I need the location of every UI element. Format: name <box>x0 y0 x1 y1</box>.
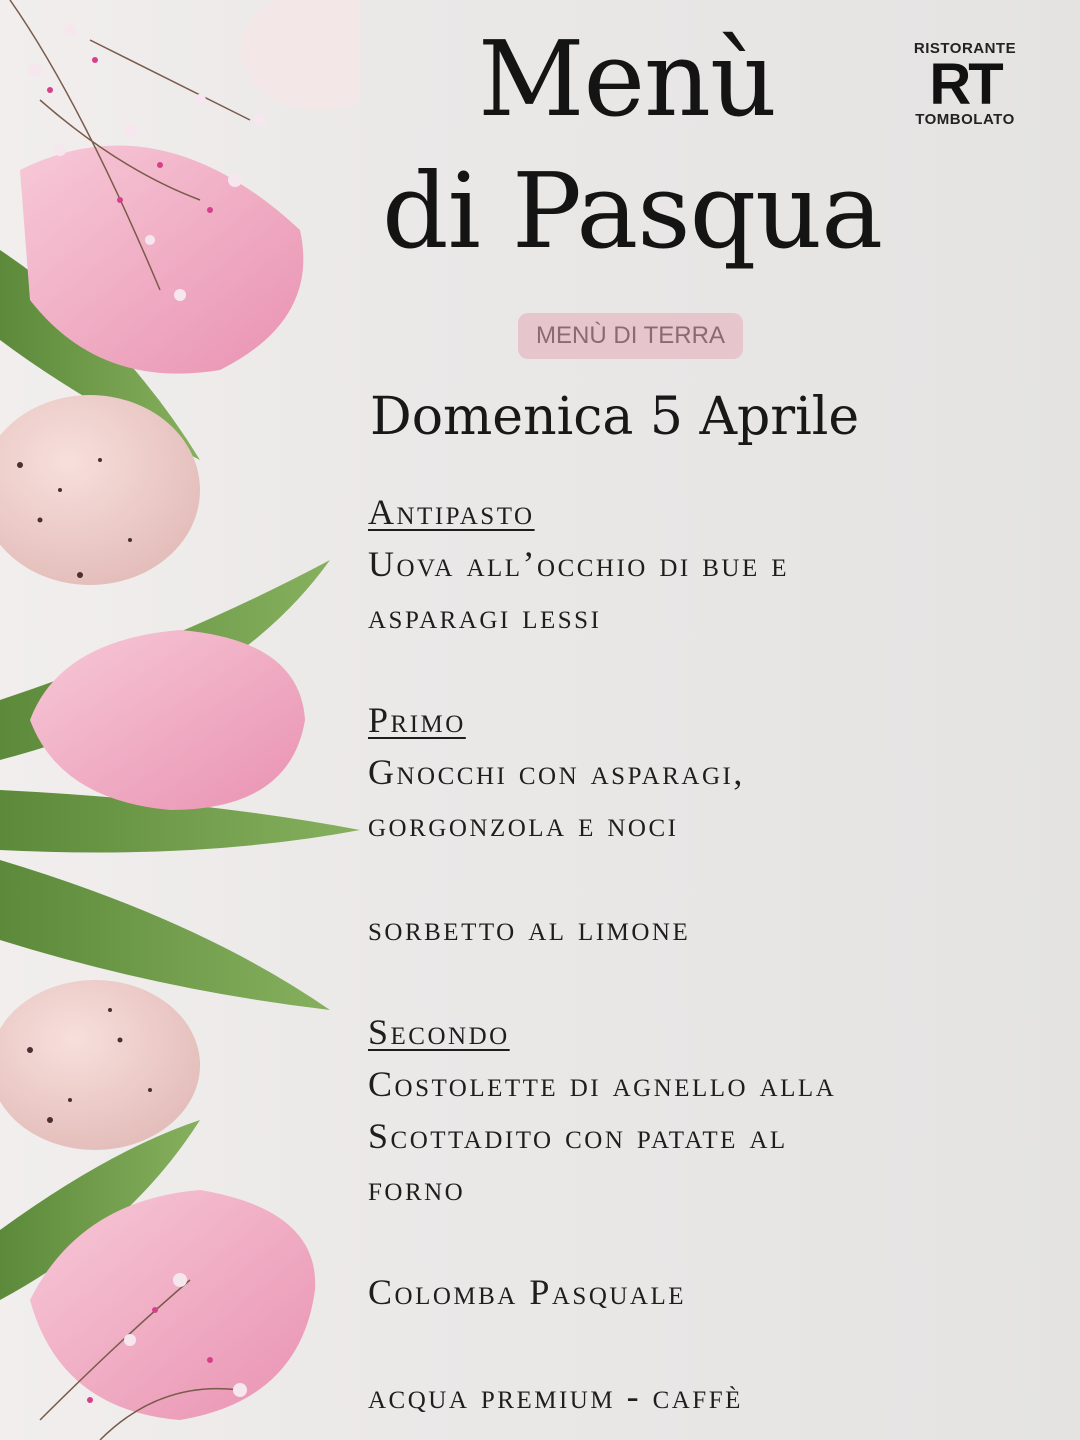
course-heading-secondo: Secondo <box>368 1012 510 1052</box>
dish-line: forno <box>368 1168 466 1208</box>
logo-top-text: RISTORANTE <box>913 40 1017 57</box>
tulip <box>30 630 305 810</box>
dish-line: Uova all’occhio di bue e <box>368 544 790 584</box>
dish-drinks: acqua premium - caffè <box>368 1376 743 1416</box>
dish-dessert: Colomba Pasquale <box>368 1272 687 1312</box>
course-heading-primo: Primo <box>368 700 466 740</box>
dish-line: Gnocchi con asparagi, <box>368 752 745 792</box>
dish-line: gorgonzola e noci <box>368 804 679 844</box>
decorative-tulips-and-eggs <box>0 0 360 1440</box>
dish-sorbetto: sorbetto al limone <box>368 908 691 948</box>
dish-line: Scottadito con patate al <box>368 1116 788 1156</box>
page-title-line2: di Pasqua <box>382 150 883 272</box>
menu-type-badge: MENÙ DI TERRA <box>518 313 743 359</box>
leaf <box>0 860 330 1010</box>
logo-bottom-text: TOMBOLATO <box>915 111 1015 128</box>
dish-line: asparagi lessi <box>368 596 602 636</box>
restaurant-logo <box>900 40 1030 128</box>
logo-monogram: RT <box>929 52 1001 117</box>
dish-line: Costolette di agnello alla <box>368 1064 837 1104</box>
event-date: Domenica 5 Aprile <box>370 387 860 447</box>
course-heading-antipasto: Antipasto <box>368 492 535 532</box>
page-title-line1: Menù <box>478 18 776 140</box>
egg <box>240 0 360 110</box>
egg <box>0 980 200 1150</box>
